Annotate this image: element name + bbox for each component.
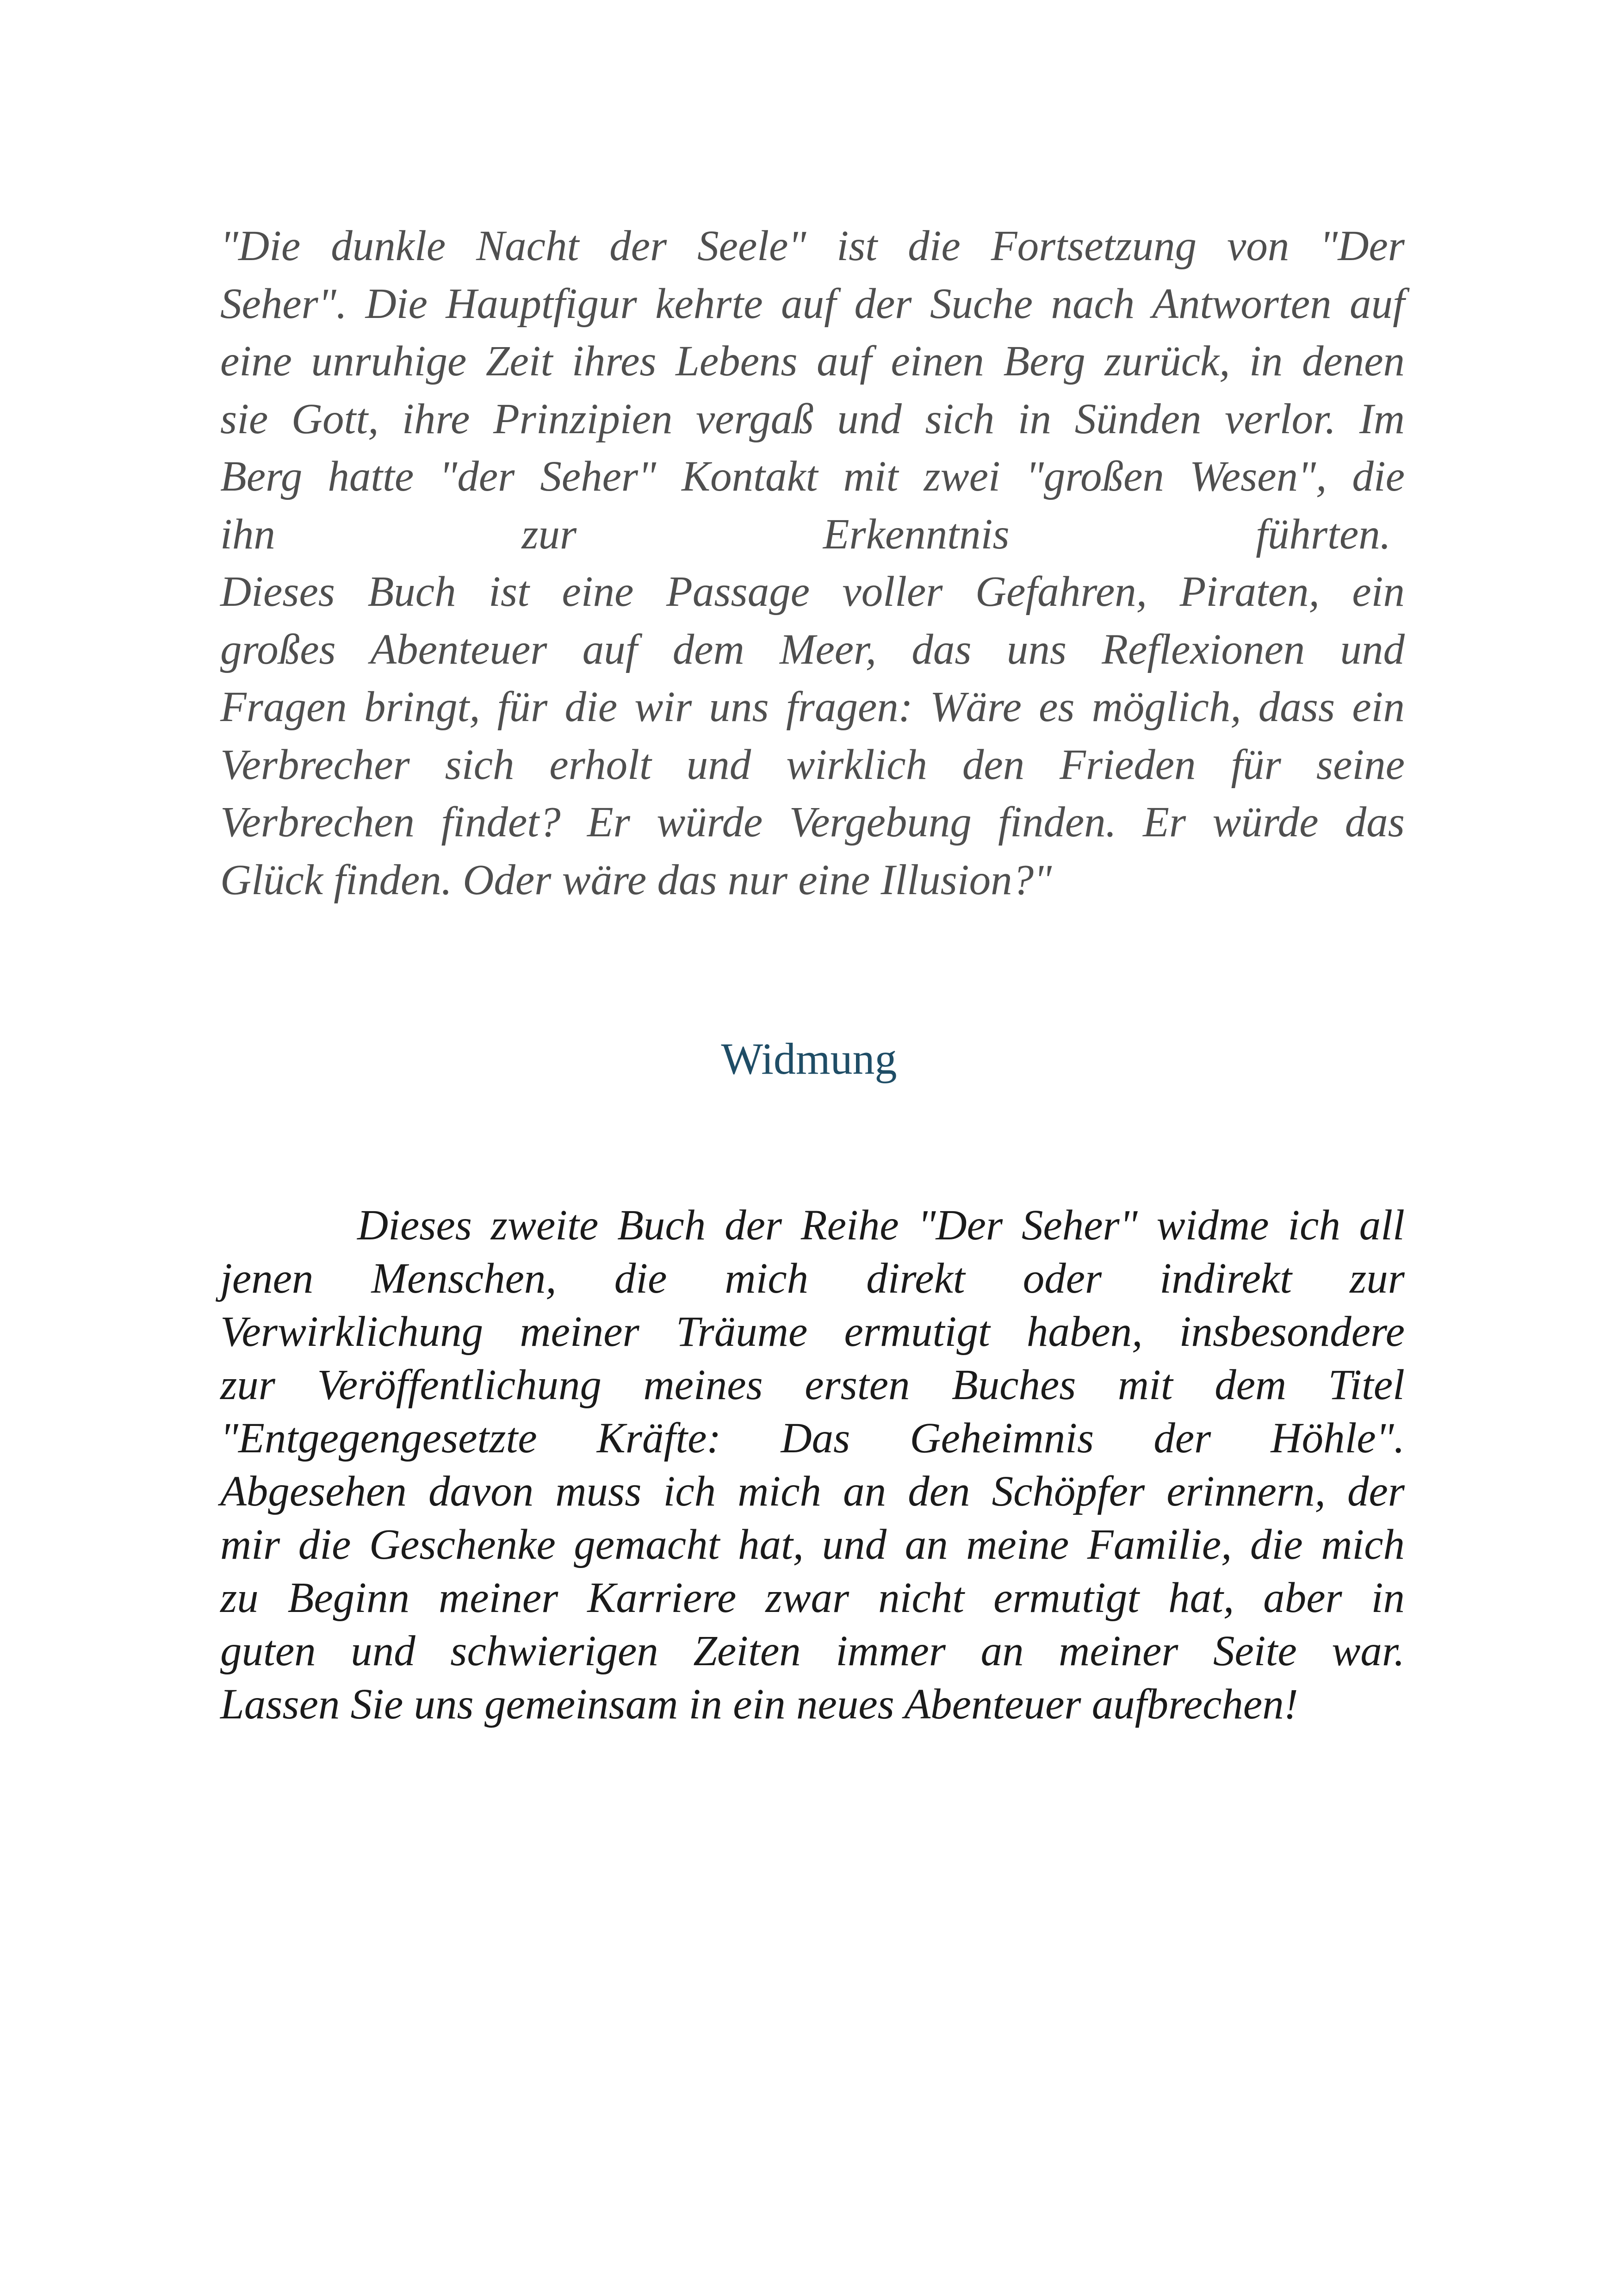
blurb-line: eine unruhige Zeit ihres Lebens auf einen Berg zurück, in denen [220,337,1405,385]
dedication-line-text: Dieses zweite Buch der Reihe "Der Seher" widme ich all [357,1201,1405,1249]
blurb-line: Dieses Buch ist eine Passage voller Gefahren, Piraten, ein [220,568,1405,616]
dedication-line: Abgesehen davon muss ich mich an den Schöpfer erinnern, der [220,1468,1405,1515]
dedication-line: zu Beginn meiner Karriere zwar nicht ermutigt hat, aber in [220,1574,1405,1622]
blurb-line: Glück finden. Oder wäre das nur eine Illusion?" [220,856,1052,904]
blurb-line: sie Gott, ihre Prinzipien vergaß und sich in Sünden verlor. Im [220,395,1405,443]
dedication-line: zur Veröffentlichung meines ersten Buches mit dem Titel [220,1361,1405,1409]
blurb-line: Verbrechen findet? Er würde Vergebung finden. Er würde das [220,798,1405,846]
dedication-line: guten und schwierigen Zeiten immer an meiner Seite war. [220,1627,1405,1675]
section-heading: Widmung [721,1034,897,1083]
dedication-text [220,1199,1405,1731]
dedication-line: jenen Menschen, die mich direkt oder indirekt zur [220,1255,1405,1302]
dedication-line: Verwirklichung meiner Träume ermutigt haben, insbesondere [220,1308,1405,1356]
book-blurb [220,218,1405,909]
dedication-line: "Entgegengesetzte Kräfte: Das Geheimnis der Höhle". [220,1414,1405,1462]
blurb-line: ihn zur Erkenntnis führten. [220,510,1391,558]
dedication-line: Lassen Sie uns gemeinsam in ein neues Abenteuer aufbrechen! [220,1680,1298,1728]
blurb-line: großes Abenteuer auf dem Meer, das uns Reflexionen und [220,625,1405,673]
dedication-line: mir die Geschenke gemacht hat, und an meine Familie, die mich [220,1521,1405,1568]
blurb-line: Verbrecher sich erholt und wirklich den Frieden für seine [220,740,1405,789]
blurb-line: Seher". Die Hauptfigur kehrte auf der Suche nach Antworten auf [220,280,1405,328]
blurb-line: Fragen bringt, für die wir uns fragen: Wäre es möglich, dass ein [220,683,1405,731]
blurb-line: Berg hatte "der Seher" Kontakt mit zwei "großen Wesen", die [220,453,1405,500]
dedication-line [220,1199,1405,1252]
blurb-line: "Die dunkle Nacht der Seele" ist die Fortsetzung von "Der [220,222,1405,270]
